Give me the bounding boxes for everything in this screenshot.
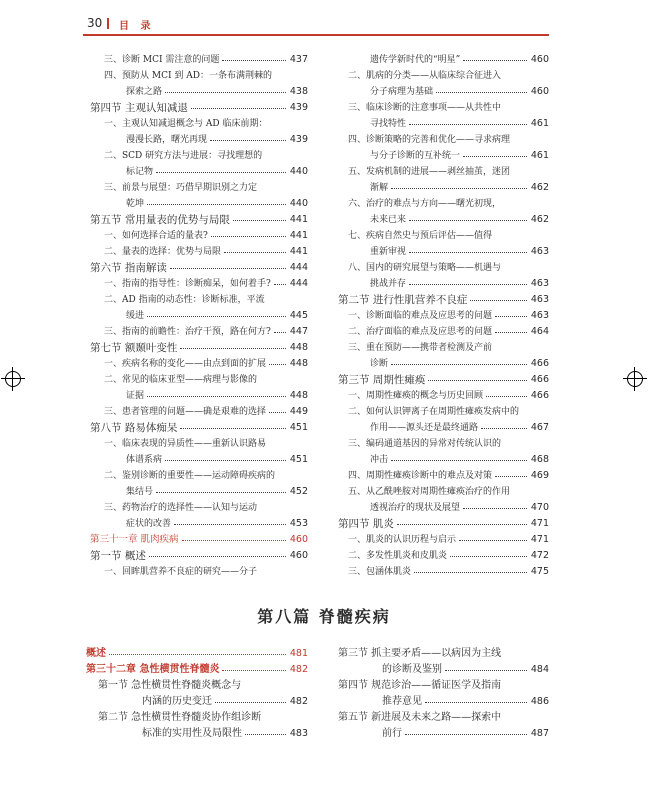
toc-page-number: 437	[289, 54, 308, 65]
dot-leader	[405, 734, 527, 735]
dot-leader	[445, 670, 527, 671]
dot-leader	[481, 428, 527, 429]
toc-entry-title: 缓进	[126, 311, 145, 321]
toc-entry	[90, 516, 308, 532]
dot-leader	[222, 670, 285, 671]
toc-page-number: 484	[530, 664, 549, 675]
dot-leader	[245, 734, 286, 735]
toc-page-number: 482	[289, 664, 308, 675]
toc-entry-title: 二、SCD 研究方法与进展：寻找理想的	[104, 151, 263, 161]
toc-page-number: 461	[530, 118, 549, 129]
toc-entry	[90, 420, 308, 436]
toc-entry-title: 第一节 概述	[90, 550, 146, 562]
toc-entry	[90, 116, 308, 132]
toc-entry	[338, 436, 549, 452]
toc-entry	[86, 726, 308, 742]
toc-entry-title: 第三节 周期性瘫痪	[338, 374, 426, 386]
header-divider	[107, 18, 109, 29]
part-title	[0, 604, 648, 627]
toc-entry	[338, 68, 549, 84]
toc-entry-title: 透视治疗的现状及展望	[370, 503, 461, 513]
toc-entry	[338, 710, 549, 726]
toc-entry	[90, 372, 308, 388]
toc-entry-title: 二、治疗面临的难点及应思考的问题	[348, 327, 493, 337]
dot-leader	[463, 60, 527, 61]
toc-entry	[90, 484, 308, 500]
toc-page-number: 447	[289, 326, 308, 337]
toc-entry-title: 第三节 抓主要矛盾——以病因为主线	[338, 648, 502, 659]
toc-entry-title: 探索之路	[126, 87, 163, 97]
toc-entry	[90, 228, 308, 244]
toc-entry-title: 三、患者管理的问题——确是艰难的选择	[104, 407, 267, 417]
toc-entry-title: 概述	[86, 648, 106, 659]
toc-entry	[338, 148, 549, 164]
dot-leader	[414, 572, 527, 573]
toc-entry-title: 一、肌炎的认识历程与启示	[348, 535, 457, 545]
section-title: 目 录	[119, 21, 155, 32]
toc-entry	[90, 292, 308, 308]
toc-entry	[90, 164, 308, 180]
toc-page-number: 441	[289, 246, 308, 257]
toc-page-number: 439	[289, 134, 308, 145]
dot-leader	[180, 428, 286, 429]
toc-entry-title: 第五节 新进展及未来之路——探索中	[338, 712, 502, 723]
toc-left-column	[90, 52, 308, 580]
toc-page-number: 462	[530, 182, 549, 193]
toc-page-number: 452	[289, 486, 308, 497]
toc-entry-title: 作用——源头还是最终通路	[370, 423, 479, 433]
toc-entry-title: 二、常见的临床亚型——病理与影像的	[104, 375, 258, 385]
toc-entry	[338, 244, 549, 260]
toc-entry-title: 第四节 规范诊治——循证医学及指南	[338, 680, 502, 691]
toc-page-number: 487	[530, 728, 549, 739]
toc-entry-title: 诊断	[370, 359, 389, 369]
dot-leader	[147, 396, 286, 397]
dot-leader	[463, 156, 527, 157]
dot-leader	[495, 316, 527, 317]
toc-entry	[90, 84, 308, 100]
toc-entry	[90, 180, 308, 196]
toc-entry-title: 第四节 肌炎	[338, 518, 394, 530]
dot-leader	[180, 348, 286, 349]
toc-entry-title: 第四节 主观认知减退	[90, 102, 188, 114]
toc-entry	[90, 324, 308, 340]
page-header	[83, 12, 549, 38]
toc-entry	[86, 662, 308, 678]
toc-page-number: 460	[530, 54, 549, 65]
toc-page-number: 469	[530, 470, 549, 481]
dot-leader	[450, 556, 527, 557]
toc-entry	[338, 324, 549, 340]
dot-leader	[486, 396, 527, 397]
toc-entry	[90, 244, 308, 260]
dot-leader	[459, 540, 527, 541]
toc-page-number: 449	[289, 406, 308, 417]
toc-entry-title: 第五节 常用量表的优势与局限	[90, 214, 230, 226]
toc-entry	[338, 646, 549, 662]
toc-entry	[90, 404, 308, 420]
toc-entry	[338, 500, 549, 516]
toc-page-number: 463	[530, 278, 549, 289]
dot-leader	[211, 236, 286, 237]
toc-entry	[338, 196, 549, 212]
dot-leader	[174, 524, 286, 525]
dot-leader	[409, 124, 527, 125]
toc-entry	[338, 52, 549, 68]
dot-leader	[191, 108, 286, 109]
toc-entry-title: 集结号	[126, 487, 154, 497]
toc-entry-title: 渐解	[370, 183, 389, 193]
toc-entry	[90, 452, 308, 468]
toc-entry-title: 二、AD 指南的动态性：诊断标准，平流	[104, 295, 265, 305]
toc-page-number: 463	[530, 310, 549, 321]
toc-entry	[338, 388, 549, 404]
toc-page-number: 481	[289, 648, 308, 659]
dot-leader	[425, 702, 527, 703]
toc-entry-title: 第七节 额颞叶变性	[90, 342, 178, 354]
toc-entry-title: 二、如何认识钾离子在周期性瘫痪发病中的	[348, 407, 520, 417]
toc-page-number: 448	[289, 390, 308, 401]
toc-page-number: 440	[289, 166, 308, 177]
registration-mark-right	[623, 367, 647, 391]
toc-entry-title: 三、诊断 MCI 需注意的问题	[104, 55, 220, 65]
dot-leader	[224, 252, 286, 253]
toc-entry-title: 分子病理为基础	[370, 87, 434, 97]
toc-entry	[90, 276, 308, 292]
toc-entry-title: 五、发病机制的进展——剥丝抽茧，迷团	[348, 167, 511, 177]
toc-entry-title: 冲击	[370, 455, 389, 465]
dot-leader	[165, 92, 286, 93]
toc-entry	[86, 710, 308, 726]
toc-entry-title: 三、编码通道基因的异常对传统认识的	[348, 439, 502, 449]
toc-entry-title: 标准的实用性及局限性	[142, 728, 242, 739]
toc-entry	[90, 148, 308, 164]
toc-page-number: 466	[530, 390, 549, 401]
dot-leader	[409, 252, 527, 253]
toc-entry	[338, 308, 549, 324]
toc-entry-title: 重新审视	[370, 247, 407, 257]
toc-entry	[338, 662, 549, 678]
toc-entry-title: 前行	[382, 728, 402, 739]
toc-entry	[338, 260, 549, 276]
toc-entry-title: 第六节 指南解读	[90, 262, 167, 274]
toc-entry-title: 二、多发性肌炎和皮肌炎	[348, 551, 448, 561]
toc-entry-title: 二、肌病的分类——从临床综合征进入	[348, 71, 502, 81]
toc-entry	[338, 340, 549, 356]
dot-leader	[470, 300, 527, 301]
toc-entry-title: 未来已来	[370, 215, 407, 225]
dot-leader	[149, 556, 286, 557]
toc-entry	[338, 180, 549, 196]
toc-entry-title: 三、前景与展望：巧借早期识别之力定	[104, 183, 258, 193]
part-title-text: 第八篇 脊髓疾病	[257, 607, 391, 626]
toc-entry	[90, 468, 308, 484]
toc-entry-title: 第一节 急性横贯性脊髓炎概念与	[98, 680, 242, 691]
toc-entry-title: 二、量表的选择：优势与局限	[104, 247, 222, 257]
dot-leader	[391, 364, 527, 365]
toc-page-number: 464	[530, 326, 549, 337]
toc-entry-title: 与分子诊断的互补统一	[370, 151, 461, 161]
toc-page-number: 441	[289, 230, 308, 241]
toc-entry-title: 第三十一章 肌肉疾病	[90, 534, 179, 545]
dot-leader	[147, 316, 286, 317]
toc-entry-title: 一、疾病名称的变化——由点到面的扩展	[104, 359, 267, 369]
toc-page-number: 451	[289, 422, 308, 433]
dot-leader	[274, 332, 286, 333]
toc-entry	[338, 100, 549, 116]
dot-leader	[495, 476, 527, 477]
toc-entry	[338, 516, 549, 532]
dot-leader	[391, 460, 527, 461]
toc-entry	[338, 420, 549, 436]
toc-entry	[338, 164, 549, 180]
dot-leader	[428, 380, 527, 381]
toc-entry-title: 一、主观认知减退概念与 AD 临床前期：	[104, 119, 268, 129]
toc-entry	[90, 388, 308, 404]
toc-bottom-right	[338, 646, 549, 742]
toc-entry-title: 三、重在预防——携带者检测及产前	[348, 343, 493, 353]
toc-entry	[90, 436, 308, 452]
toc-page-number: 468	[530, 454, 549, 465]
toc-entry-title: 挑战并存	[370, 279, 407, 289]
toc-entry	[90, 68, 308, 84]
toc-entry-title: 第三十二章 急性横贯性脊髓炎	[86, 664, 220, 675]
toc-page-number: 448	[289, 358, 308, 369]
toc-entry	[338, 548, 549, 564]
toc-entry	[338, 452, 549, 468]
dot-leader	[269, 412, 286, 413]
toc-entry	[90, 356, 308, 372]
dot-leader	[409, 284, 527, 285]
toc-entry	[90, 564, 308, 580]
toc-entry	[90, 548, 308, 564]
toc-page-number: 438	[289, 86, 308, 97]
toc-page-number: 463	[530, 294, 549, 305]
toc-entry-title: 体谱系病	[126, 455, 163, 465]
toc-entry	[86, 694, 308, 710]
dot-leader	[233, 220, 286, 221]
toc-entry-title: 六、治疗的难点与方向——曙光初现，	[348, 199, 502, 209]
toc-entry	[90, 308, 308, 324]
toc-entry-title: 二、鉴别诊断的重要性——运动障碍疾病的	[104, 471, 276, 481]
dot-leader	[436, 92, 527, 93]
dot-leader	[269, 364, 286, 365]
toc-entry	[338, 564, 549, 580]
toc-right-column	[338, 52, 549, 580]
dot-leader	[156, 172, 286, 173]
toc-entry	[338, 404, 549, 420]
toc-page-number: 439	[289, 102, 308, 113]
page-number: 30	[87, 16, 103, 30]
toc-entry-title: 一、回眸肌营养不良症的研究——分子	[104, 567, 258, 577]
toc-entry-title: 一、临床表现的异质性——重新认识路易	[104, 439, 267, 449]
dot-leader	[391, 188, 527, 189]
toc-entry	[338, 116, 549, 132]
toc-entry-title: 三、药物治疗的选择性——认知与运动	[104, 503, 258, 513]
dot-leader	[409, 220, 527, 221]
toc-entry-title: 一、诊断面临的难点及应思考的问题	[348, 311, 493, 321]
toc-entry	[338, 678, 549, 694]
toc-page-number: 482	[289, 696, 308, 707]
toc-page-number: 471	[530, 534, 549, 545]
toc-entry-title: 三、临床诊断的注意事项——从共性中	[348, 103, 502, 113]
toc-entry	[86, 678, 308, 694]
toc-page-number: 441	[289, 214, 308, 225]
toc-entry	[338, 132, 549, 148]
toc-entry	[86, 646, 308, 662]
toc-page-number: 460	[289, 534, 308, 545]
toc-entry-title: 寻找特性	[370, 119, 407, 129]
toc-entry	[90, 340, 308, 356]
dot-leader	[222, 60, 285, 61]
toc-page-number: 445	[289, 310, 308, 321]
dot-leader	[182, 540, 286, 541]
toc-page-number: 451	[289, 454, 308, 465]
toc-entry-title: 第二节 急性横贯性脊髓炎协作组诊断	[98, 712, 262, 723]
toc-page-number: 444	[289, 262, 308, 273]
toc-entry	[90, 52, 308, 68]
toc-entry	[90, 100, 308, 116]
toc-entry	[338, 694, 549, 710]
toc-entry-title: 推荐意见	[382, 696, 422, 707]
toc-page-number: 453	[289, 518, 308, 529]
toc-entry	[90, 500, 308, 516]
dot-leader	[165, 460, 286, 461]
toc-page-number: 470	[530, 502, 549, 513]
dot-leader	[397, 524, 527, 525]
toc-entry-title: 标记物	[126, 167, 154, 177]
registration-mark-left	[1, 367, 25, 391]
toc-page-number: 462	[530, 214, 549, 225]
toc-page-number: 466	[530, 374, 549, 385]
toc-page-number: 472	[530, 550, 549, 561]
dot-leader	[156, 492, 286, 493]
toc-page-number: 471	[530, 518, 549, 529]
dot-leader	[495, 332, 527, 333]
dot-leader	[215, 702, 286, 703]
toc-page-number: 440	[289, 198, 308, 209]
toc-entry-title: 一、周期性瘫痪的概念与历史回顾	[348, 391, 484, 401]
toc-page-number: 444	[289, 278, 308, 289]
toc-page-number: 466	[530, 358, 549, 369]
dot-leader	[147, 204, 286, 205]
toc-entry	[338, 484, 549, 500]
toc-entry	[338, 726, 549, 742]
toc-page-number: 460	[530, 86, 549, 97]
toc-entry-title: 八、国内的研究展望与策略——机遇与	[348, 263, 502, 273]
toc-entry	[90, 212, 308, 228]
toc-entry	[338, 356, 549, 372]
toc-entry-title: 的诊断及鉴别	[382, 664, 442, 675]
toc-page-number: 483	[289, 728, 308, 739]
toc-entry	[338, 292, 549, 308]
toc-entry-title: 漫漫长路，曙光再现	[126, 135, 208, 145]
header-rule	[83, 34, 549, 36]
toc-entry	[338, 212, 549, 228]
toc-entry-title: 证据	[126, 391, 145, 401]
toc-page-number: 467	[530, 422, 549, 433]
toc-entry-title: 症状的改善	[126, 519, 172, 529]
dot-leader	[170, 268, 286, 269]
dot-leader	[109, 654, 286, 655]
toc-entry	[90, 260, 308, 276]
toc-page-number: 448	[289, 342, 308, 353]
toc-entry	[338, 276, 549, 292]
toc-page-number: 461	[530, 150, 549, 161]
toc-entry	[338, 84, 549, 100]
toc-entry-title: 四、预防从 MCI 到 AD：一条布满荆棘的	[104, 71, 272, 81]
toc-entry-title: 遗传学新时代的“明星”	[370, 55, 461, 65]
toc-bottom-left	[86, 646, 308, 742]
toc-page-number: 463	[530, 246, 549, 257]
toc-entry-title: 乾坤	[126, 199, 145, 209]
toc-entry-title: 三、包涵体肌炎	[348, 567, 412, 577]
toc-page-number: 460	[289, 550, 308, 561]
dot-leader	[274, 284, 286, 285]
toc-entry	[338, 372, 549, 388]
toc-entry	[90, 132, 308, 148]
toc-entry-title: 四、周期性瘫痪诊断中的难点及对策	[348, 471, 493, 481]
dot-leader	[463, 508, 527, 509]
toc-entry	[338, 532, 549, 548]
toc-entry-title: 内涵的历史变迁	[142, 696, 212, 707]
toc-entry-title: 四、诊断策略的完善和优化——寻求病理	[348, 135, 511, 145]
toc-entry-title: 第二节 进行性肌营养不良症	[338, 294, 468, 306]
toc-entry	[338, 468, 549, 484]
toc-entry-title: 七、疾病自然史与预后评估——值得	[348, 231, 493, 241]
toc-entry-title: 三、指南的前瞻性：治疗干预，路在何方?	[104, 327, 271, 337]
toc-entry	[90, 532, 308, 548]
toc-entry-title: 五、从乙酰唑胺对周期性瘫痪治疗的作用	[348, 487, 511, 497]
toc-page-number: 486	[530, 696, 549, 707]
toc-entry-title: 一、指南的指导性：诊断痴呆，如何着手?	[104, 279, 271, 289]
toc-entry-title: 第八节 路易体痴呆	[90, 422, 178, 434]
toc-entry-title: 一、如何选择合适的量表?	[104, 231, 208, 241]
toc-entry	[90, 196, 308, 212]
toc-entry	[338, 228, 549, 244]
toc-page-number: 475	[530, 566, 549, 577]
dot-leader	[210, 140, 286, 141]
